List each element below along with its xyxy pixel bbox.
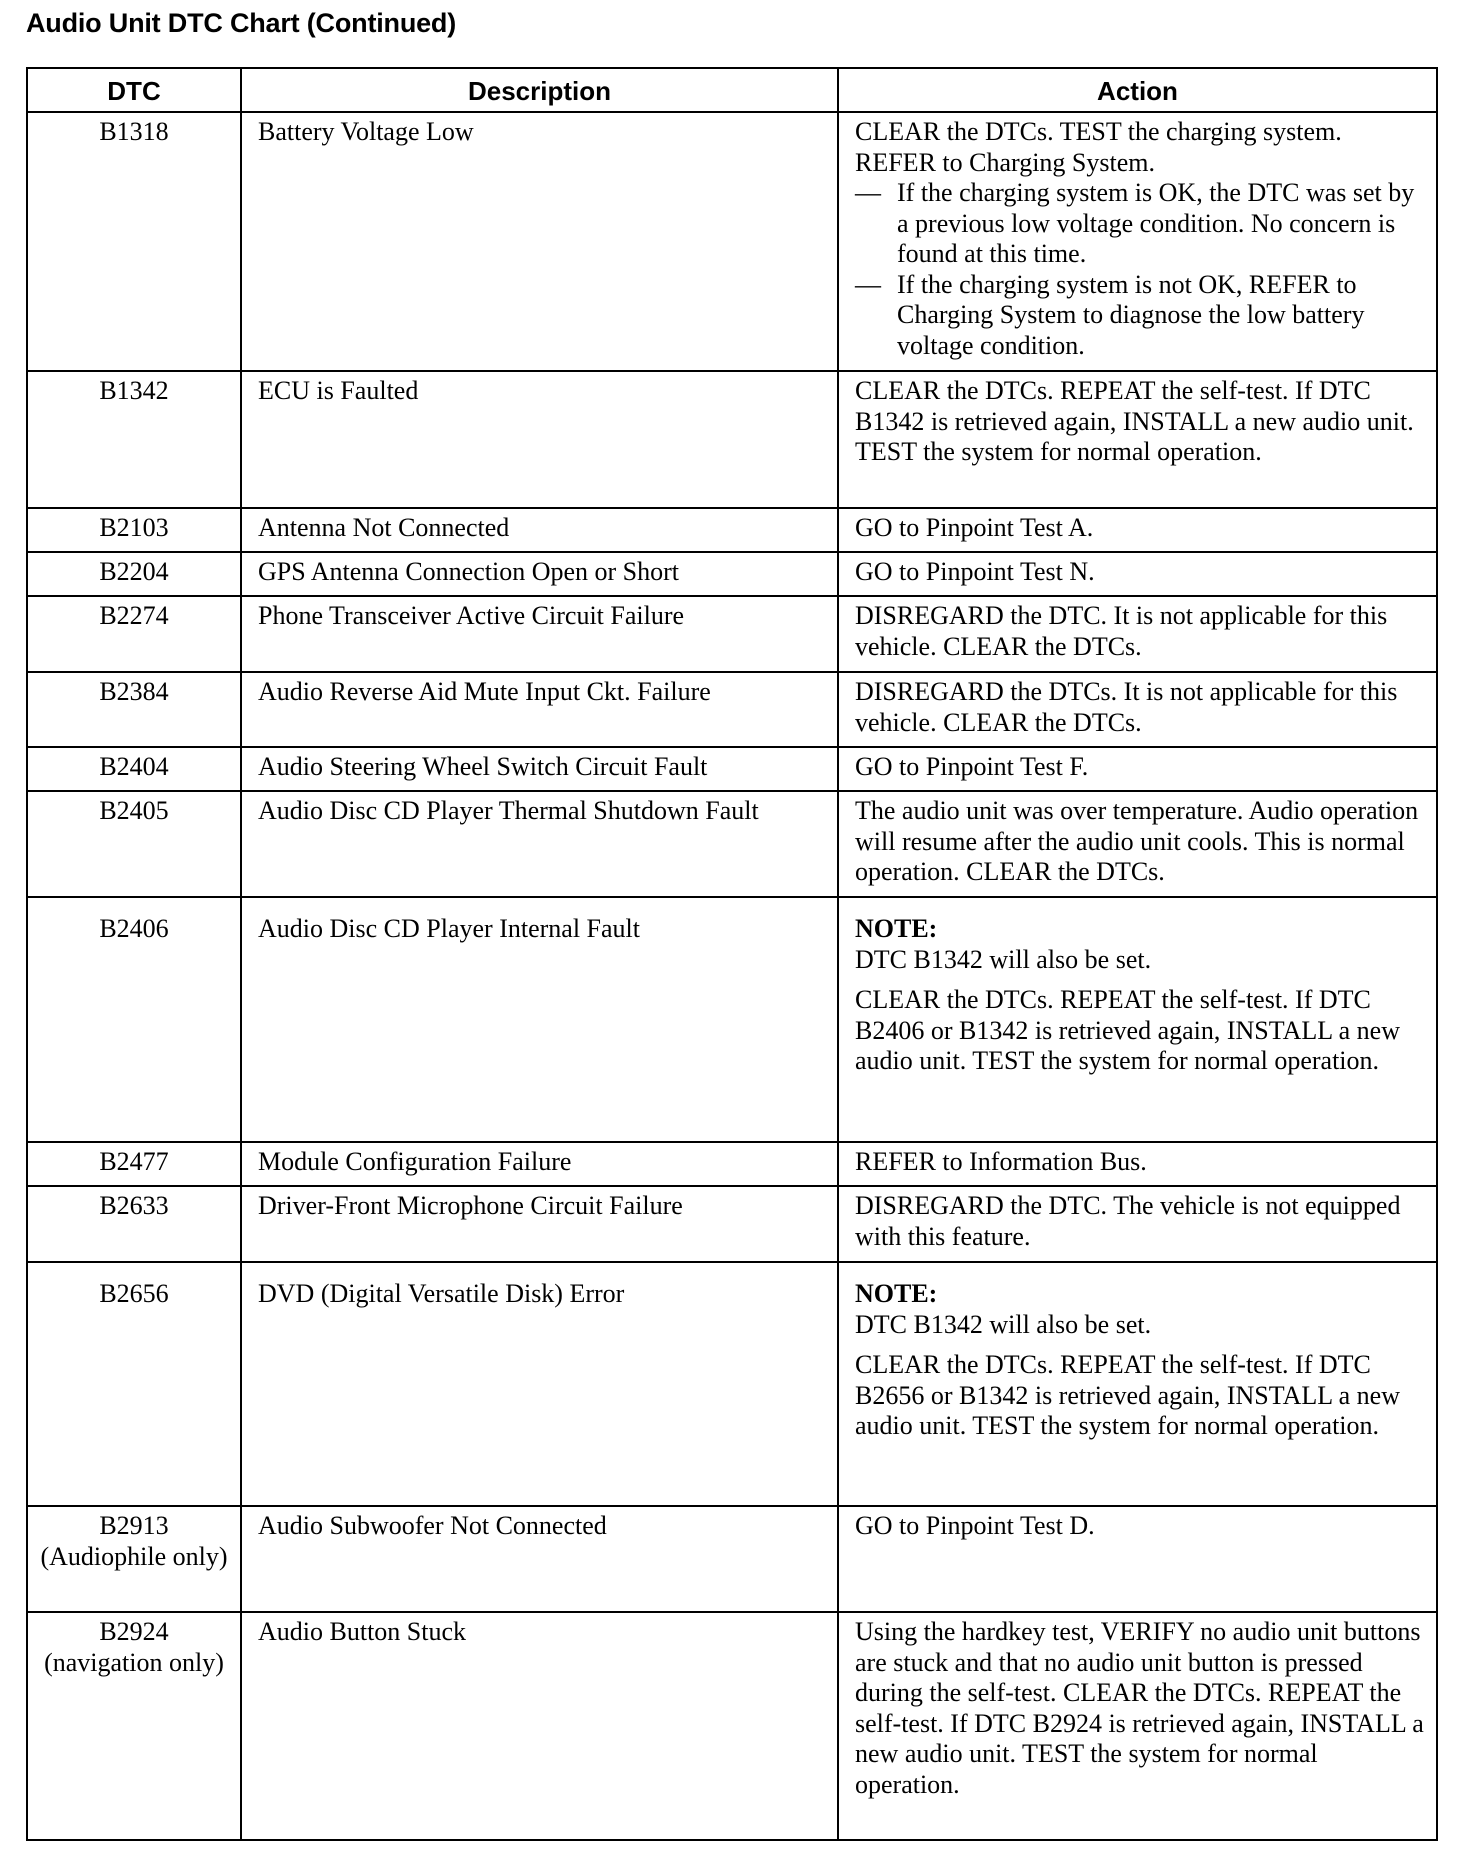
dtc-table (26, 67, 1438, 1841)
note-label: NOTE: (855, 914, 938, 943)
dtc-action: The audio unit was over temperature. Audio operation will resume after the audio unit cools. This is normal operation. CLEAR the DTCs. (838, 791, 1437, 897)
dtc-action (838, 897, 1437, 1142)
dtc-code: B2103 (27, 508, 241, 552)
note-text: DTC B1342 will also be set. (855, 1309, 1152, 1339)
dtc-code: B2384 (27, 672, 241, 747)
dtc-action: DISREGARD the DTC. The vehicle is not equipped with this feature. (838, 1186, 1437, 1262)
dtc-description: Battery Voltage Low (241, 112, 838, 371)
dtc-description: Phone Transceiver Active Circuit Failure (241, 596, 838, 672)
table-row (27, 1506, 1437, 1612)
dtc-code-note: (Audiophile only) (40, 1541, 228, 1571)
table-row (27, 1262, 1437, 1506)
page-title: Audio Unit DTC Chart (Continued) (26, 8, 457, 38)
dtc-description: ECU is Faulted (241, 371, 838, 508)
table-row (27, 552, 1437, 596)
dtc-code: B2477 (27, 1142, 241, 1186)
table-row (27, 596, 1437, 672)
dtc-description: GPS Antenna Connection Open or Short (241, 552, 838, 596)
dtc-code: B2405 (27, 791, 241, 897)
dtc-action: DISREGARD the DTC. It is not applicable for this vehicle. CLEAR the DTCs. (838, 596, 1437, 672)
action-bullet-text: If the charging system is OK, the DTC was set by a previous low voltage condition. No concern is found at this time. (897, 178, 1415, 268)
dtc-action: GO to Pinpoint Test F. (838, 747, 1437, 791)
action-text: CLEAR the DTCs. TEST the charging system. REFER to Charging System. (855, 117, 1342, 177)
dtc-action (838, 1262, 1437, 1506)
dtc-code-note: (navigation only) (44, 1647, 224, 1677)
table-row (27, 1142, 1437, 1186)
dtc-action (838, 112, 1437, 371)
dtc-code (27, 1612, 241, 1840)
dtc-code (27, 1506, 241, 1612)
dtc-code: B1318 (27, 112, 241, 371)
column-header-action: Action (838, 68, 1437, 112)
dtc-action: GO to Pinpoint Test D. (838, 1506, 1437, 1612)
dtc-code: B2274 (27, 596, 241, 672)
dtc-description: DVD (Digital Versatile Disk) Error (241, 1262, 838, 1506)
dtc-action: Using the hardkey test, VERIFY no audio unit buttons are stuck and that no audio unit button is pressed during the self-test. CLEAR the DTCs. REPEAT the self-test. If DTC B2924 is retrieved again, INSTALL a new audio unit. TEST the system for normal operation. (838, 1612, 1437, 1840)
dtc-action: DISREGARD the DTCs. It is not applicable for this vehicle. CLEAR the DTCs. (838, 672, 1437, 747)
table-row (27, 1186, 1437, 1262)
dtc-description: Audio Disc CD Player Internal Fault (241, 897, 838, 1142)
action-bullet-text: If the charging system is not OK, REFER to Charging System to diagnose the low battery voltage condition. (897, 269, 1365, 360)
table-row (27, 371, 1437, 508)
dtc-code: B2633 (27, 1186, 241, 1262)
dtc-description: Audio Disc CD Player Thermal Shutdown Fault (241, 791, 838, 897)
dtc-action: REFER to Information Bus. (838, 1142, 1437, 1186)
table-row (27, 508, 1437, 552)
dtc-code: B1342 (27, 371, 241, 508)
dtc-action: CLEAR the DTCs. REPEAT the self-test. If DTC B1342 is retrieved again, INSTALL a new audio unit. TEST the system for normal operation. (838, 371, 1437, 508)
column-header-description: Description (241, 68, 838, 112)
action-text: CLEAR the DTCs. REPEAT the self-test. If DTC B2406 or B1342 is retrieved again, INSTALL a new audio unit. TEST the system for normal operation. (855, 985, 1400, 1075)
note-label: NOTE: (855, 1279, 938, 1308)
dtc-code: B2406 (27, 897, 241, 1142)
dtc-description: Module Configuration Failure (241, 1142, 838, 1186)
action-bullet: — If the charging system is not OK, REFER to Charging System to diagnose the low battery voltage condition. (855, 269, 1365, 360)
dtc-description: Audio Steering Wheel Switch Circuit Fault (241, 747, 838, 791)
dtc-description: Audio Reverse Aid Mute Input Ckt. Failure (241, 672, 838, 747)
note-text: DTC B1342 will also be set. (855, 944, 1152, 974)
table-header-row (27, 68, 1437, 112)
dtc-code: B2404 (27, 747, 241, 791)
dtc-description: Audio Button Stuck (241, 1612, 838, 1840)
dtc-code-value: B2924 (99, 1617, 169, 1646)
dtc-description: Audio Subwoofer Not Connected (241, 1506, 838, 1612)
dtc-description: Driver-Front Microphone Circuit Failure (241, 1186, 838, 1262)
dtc-code-value: B2913 (99, 1511, 169, 1540)
table-row (27, 112, 1437, 371)
column-header-dtc: DTC (27, 68, 241, 112)
table-row (27, 897, 1437, 1142)
dtc-action: GO to Pinpoint Test N. (838, 552, 1437, 596)
dtc-description: Antenna Not Connected (241, 508, 838, 552)
table-row (27, 747, 1437, 791)
dtc-code: B2204 (27, 552, 241, 596)
action-text: CLEAR the DTCs. REPEAT the self-test. If DTC B2656 or B1342 is retrieved again, INSTALL a new audio unit. TEST the system for normal operation. (855, 1350, 1400, 1440)
table-row (27, 672, 1437, 747)
table-row (27, 1612, 1437, 1840)
table-row (27, 791, 1437, 897)
dtc-action: GO to Pinpoint Test A. (838, 508, 1437, 552)
action-bullet: — If the charging system is OK, the DTC was set by a previous low voltage condition. No concern is found at this time. (855, 178, 1415, 268)
dtc-code: B2656 (27, 1262, 241, 1506)
